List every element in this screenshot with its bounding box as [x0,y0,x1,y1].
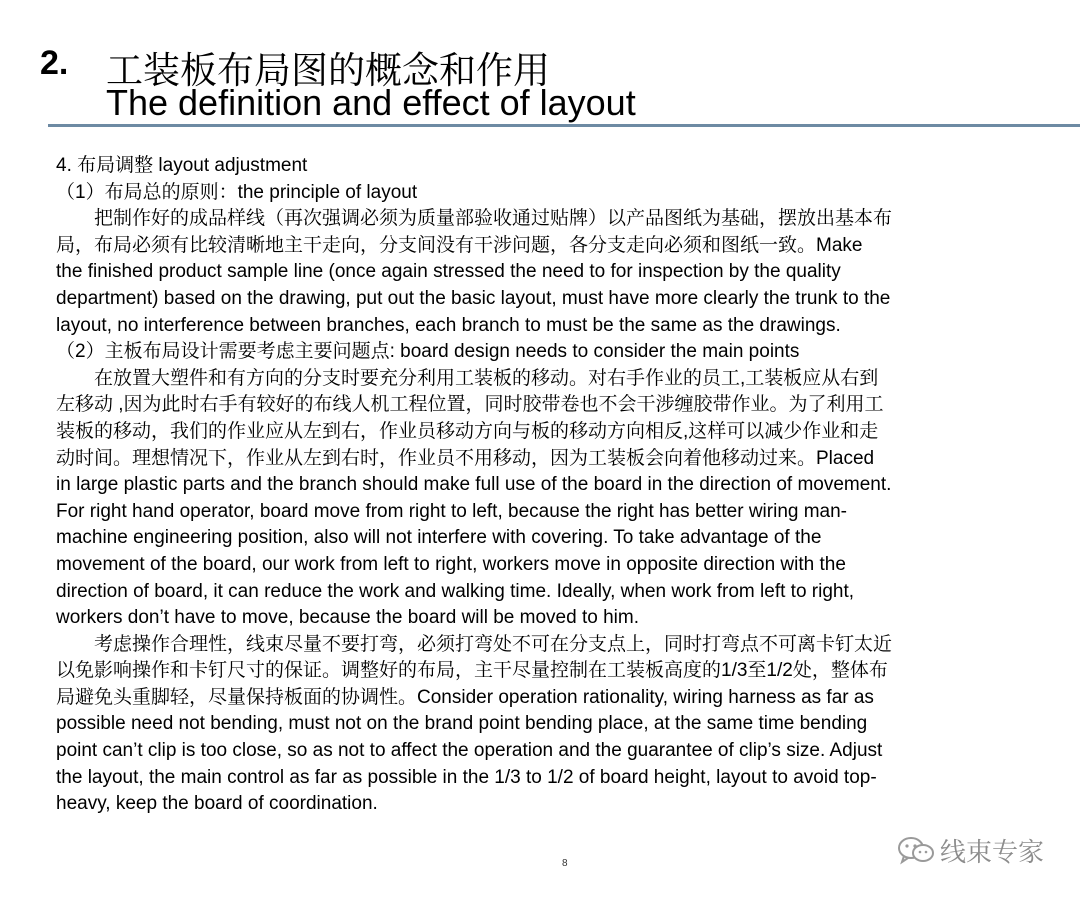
body-line: 考虑操作合理性，线束尽量不要打弯，必须打弯处不可在分支点上，同时打弯点不可离卡钉太近 [56,633,893,655]
wechat-icon [896,835,936,865]
body-line: （2）主板布局设计需要考虑主要问题点: board design needs to consider the main points [56,341,800,363]
body-line: 把制作好的成品样线（再次强调必须为质量部验收通过贴牌）以产品图纸为基础，摆放出基本布 [56,208,893,230]
body-line: machine engineering position, also will not interfere with covering. To take advantage of the [56,527,822,549]
body-line: 在放置大塑件和有方向的分支时要充分利用工装板的移动。对右手作业的员工,工装板应从右到 [56,367,879,389]
body-line: the finished product sample line (once again stressed the need to for inspection by the quality [56,261,841,283]
body-line: possible need not bending, must not on the brand point bending place, at the same time bending [56,713,868,735]
body-line: layout, no interference between branches, each branch to must be the same as the drawings. [56,314,841,336]
body-line: 以免影响操作和卡钉尺寸的保证。调整好的布局，主干尽量控制在工装板高度的1/3至1/2处，整体布 [56,660,888,682]
body-line: point can’t clip is too close, so as not to affect the operation and the guarantee of clip’s size. Adjust [56,740,883,762]
body-text [56,153,1040,818]
title-chinese: 工装板布局图的概念和作用 [106,49,550,92]
body-line: For right hand operator, board move from right to left, because the right has better wiring man- [56,500,848,522]
body-line: direction of board, it can reduce the work and walking time. Ideally, when work from left to right, [56,580,855,602]
body-line: heavy, keep the board of coordination. [56,793,378,815]
body-line: in large plastic parts and the branch should make full use of the board in the direction of movement. [56,474,892,496]
body-line: department) based on the drawing, put out the basic layout, must have more clearly the trunk to the [56,287,891,309]
body-line: 局，布局必须有比较清晰地主干走向，分支间没有干涉问题，各分支走向必须和图纸一致。Make [56,234,863,256]
body-line: workers don’t have to move, because the board will be moved to him. [56,607,639,629]
body-line: 装板的移动，我们的作业应从左到右，作业员移动方向与板的移动方向相反,这样可以减少作业和走 [56,420,879,442]
body-line: movement of the board, our work from left to right, workers move in opposite direction with the [56,553,846,575]
body-line: 动时间。理想情况下，作业从左到右时，作业员不用移动，因为工装板会向着他移动过来。Placed [56,447,875,469]
watermark [896,832,1044,868]
page-number: 8 [562,858,568,869]
body-line: 左移动 ,因为此时右手有较好的布线人机工程位置，同时胶带卷也不会干涉缠胶带作业。为了利用工 [56,394,884,416]
body-line: the layout, the main control as far as possible in the 1/3 to 1/2 of board height, layout to avoid top- [56,766,877,788]
body-line: 4. 布局调整 layout adjustment [56,155,308,176]
watermark-text: 线束专家 [940,837,1045,868]
body-line: （1）布局总的原则：the principle of layout [56,181,418,203]
title-divider [48,124,1080,127]
title-english: The definition and effect of layout [106,82,636,123]
body-line: 局避免头重脚轻，尽量保持板面的协调性。Consider operation rationality, wiring harness as far as [56,686,874,708]
section-number: 2. [40,44,69,82]
